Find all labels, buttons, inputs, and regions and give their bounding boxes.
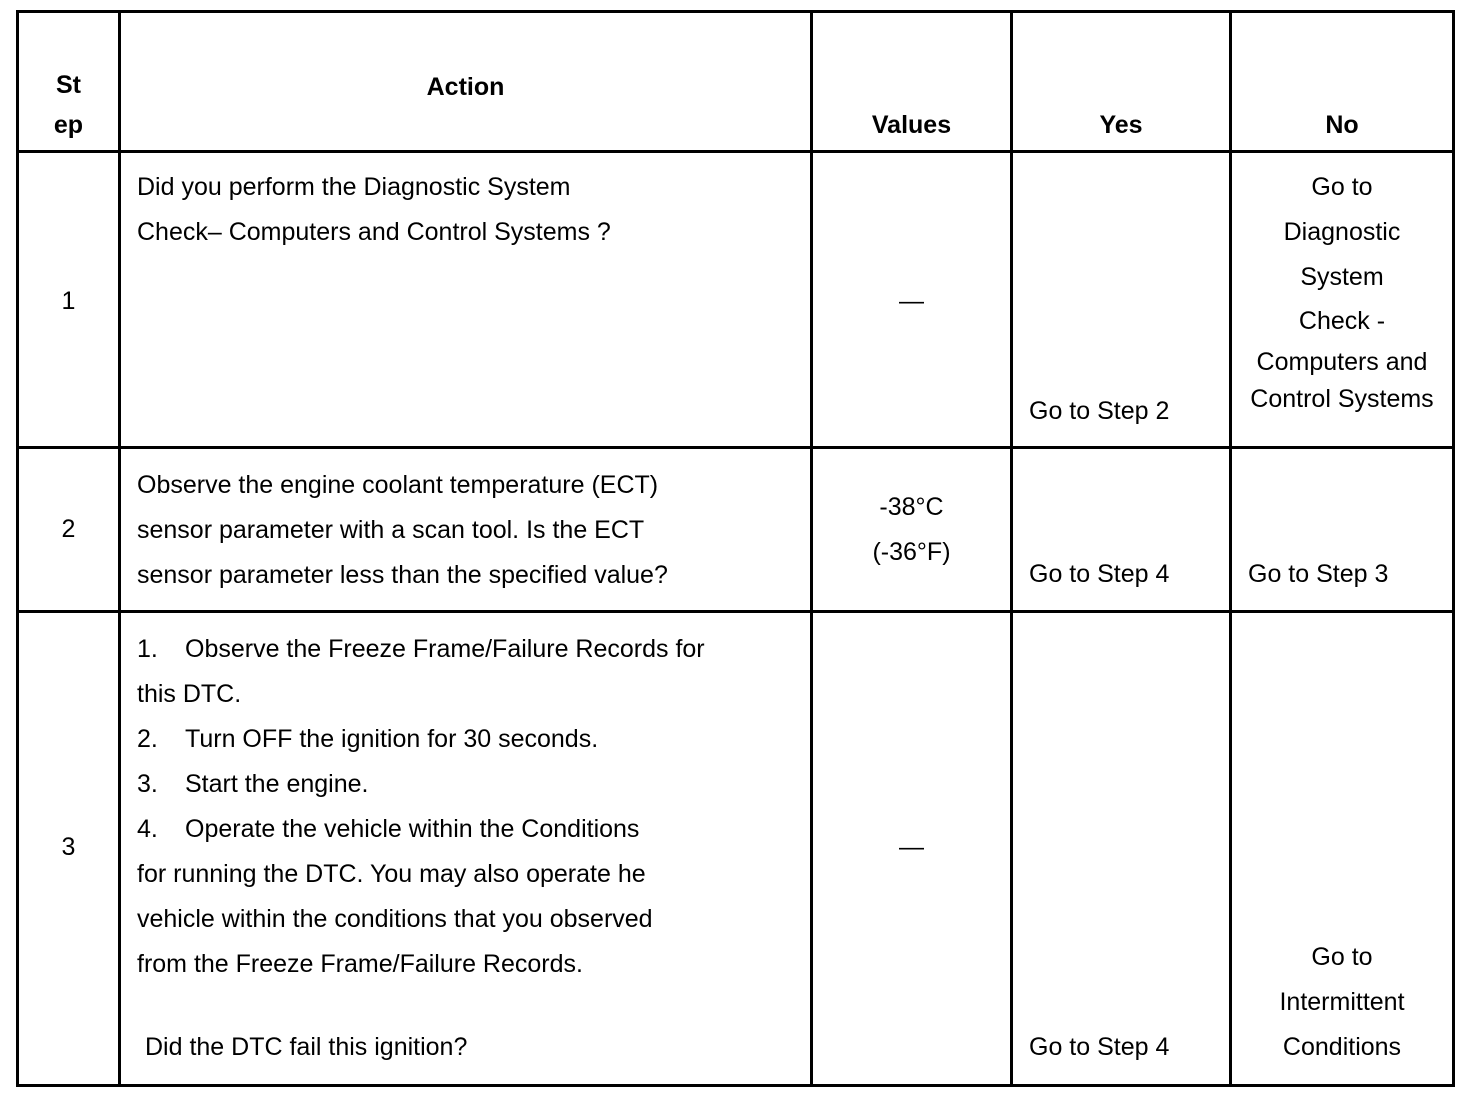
action-cell [120, 152, 812, 448]
no-line: Conditions [1282, 1033, 1402, 1061]
item-number: 1. [137, 635, 158, 663]
item-text: from the Freeze Frame/Failure Records. [137, 950, 583, 978]
header-step [18, 12, 120, 152]
item-number: 2. [137, 725, 158, 753]
header-step-line2: ep [53, 111, 84, 139]
value-line: (-36°F) [872, 538, 951, 566]
yes-text: Go to Step 4 [1029, 560, 1170, 588]
values-cell [812, 152, 1012, 448]
yes-cell [1012, 448, 1231, 612]
header-yes: Yes [1012, 12, 1231, 152]
step-number: 2 [61, 515, 76, 543]
action-item [137, 852, 802, 897]
step-cell [18, 152, 120, 448]
no-text: Go to Step 3 [1248, 560, 1389, 588]
action-line: Check– Computers and Control Systems ? [137, 218, 611, 246]
no-line: Go to [1311, 943, 1373, 971]
action-item [137, 897, 802, 942]
value-text: — [899, 287, 924, 315]
no-line: Go to [1311, 173, 1373, 201]
item-text: Operate the vehicle within the Conditions [185, 815, 640, 843]
value-line: -38°C [879, 493, 944, 521]
table-row [18, 152, 1454, 448]
header-step-line1: St [56, 71, 81, 99]
item-number: 3. [137, 770, 158, 798]
yes-text: Go to Step 4 [1029, 1033, 1170, 1061]
item-text: vehicle within the conditions that you observed [137, 905, 653, 933]
action-item [137, 942, 802, 987]
value-text: — [899, 833, 924, 861]
step-cell [18, 448, 120, 612]
question-text: Did the DTC fail this ignition? [145, 1033, 468, 1061]
values-cell [812, 448, 1012, 612]
yes-cell [1012, 152, 1231, 448]
header-no: No [1231, 12, 1454, 152]
step-number: 1 [61, 287, 76, 315]
no-line: Diagnostic [1283, 218, 1401, 246]
item-text: for running the DTC. You may also operate he [137, 860, 646, 888]
item-text: Observe the Freeze Frame/Failure Records for [185, 635, 705, 663]
action-line: sensor parameter with a scan tool. Is the ECT [137, 516, 645, 544]
no-cell [1231, 612, 1454, 1086]
action-item [137, 807, 802, 852]
action-line: sensor parameter less than the specified value? [137, 561, 668, 589]
action-item [137, 762, 802, 807]
header-row [18, 12, 1454, 152]
no-line: System [1300, 263, 1384, 291]
header-values: Values [812, 12, 1012, 152]
no-cell [1231, 152, 1454, 448]
item-number: 4. [137, 815, 158, 843]
values-cell [812, 612, 1012, 1086]
table-row [18, 448, 1454, 612]
diagnostic-table [16, 10, 1455, 1087]
action-item [137, 627, 802, 672]
no-line: Control Systems [1250, 385, 1434, 413]
item-text: Start the engine. [185, 770, 369, 798]
yes-text: Go to Step 2 [1029, 397, 1170, 425]
yes-cell [1012, 612, 1231, 1086]
step-number: 3 [61, 833, 76, 861]
step-cell [18, 612, 120, 1086]
table-row [18, 612, 1454, 1086]
action-cell [120, 612, 812, 1086]
action-line: Observe the engine coolant temperature (ECT) [137, 471, 659, 499]
action-cell [120, 448, 812, 612]
no-line: Intermittent [1279, 988, 1405, 1016]
no-line: Check - [1298, 307, 1386, 335]
item-text: Turn OFF the ignition for 30 seconds. [185, 725, 599, 753]
action-line: Did you perform the Diagnostic System [137, 173, 571, 201]
action-item [137, 717, 802, 762]
action-item [137, 672, 802, 717]
header-action: Action [120, 12, 812, 152]
no-line: Computers and [1256, 348, 1428, 376]
item-text: this DTC. [137, 680, 242, 708]
no-cell [1231, 448, 1454, 612]
